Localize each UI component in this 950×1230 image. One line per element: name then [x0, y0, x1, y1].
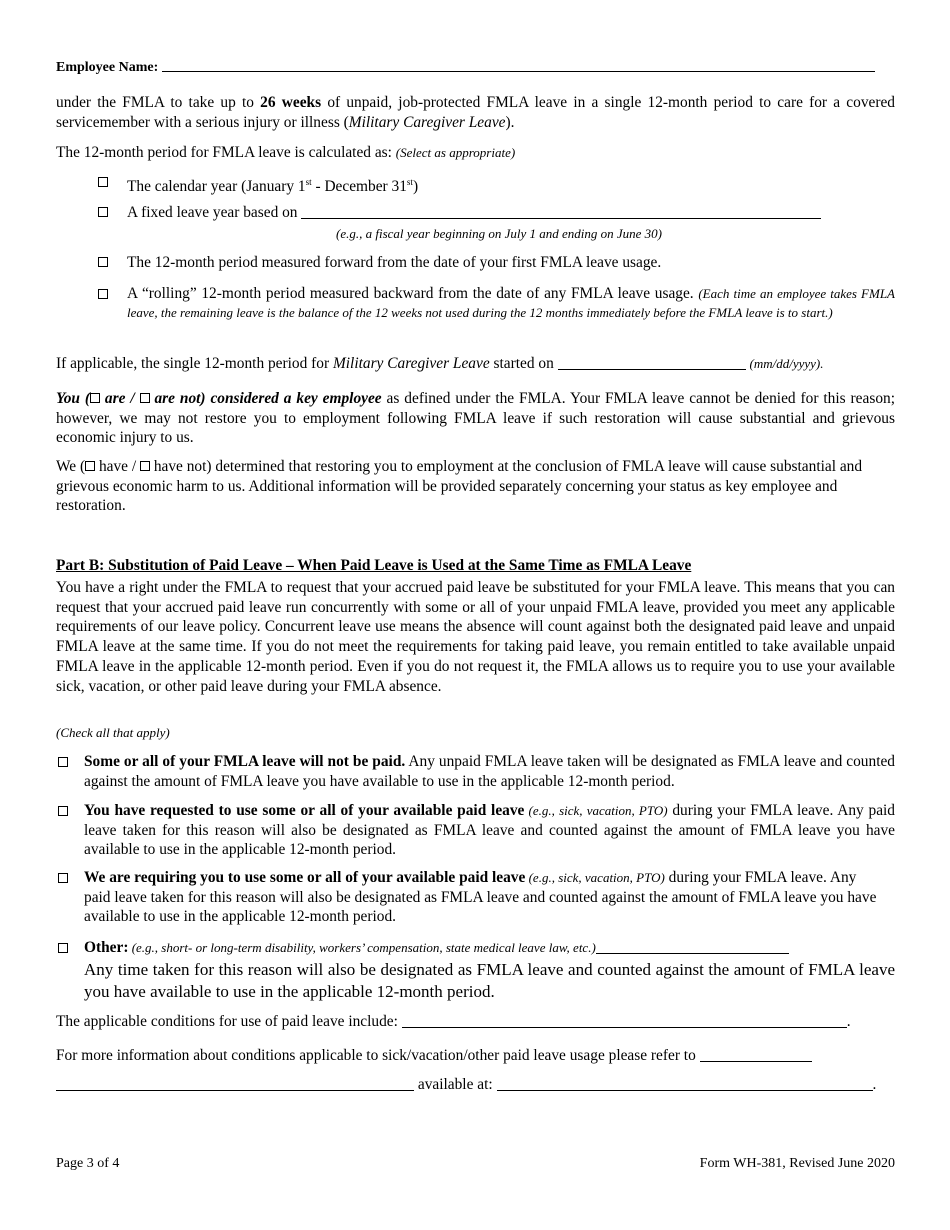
- c2-bold: You have requested to use some or all of your available paid leave: [84, 802, 525, 819]
- checkbox-other[interactable]: [58, 943, 68, 953]
- checkbox-calendar-year[interactable]: [98, 177, 108, 187]
- employee-name-label: Employee Name:: [56, 60, 159, 75]
- restore-text-b: have /: [95, 458, 140, 475]
- check-all-hint: (Check all that apply): [56, 725, 170, 740]
- military-text: If applicable, the single 12-month period for: [56, 355, 333, 372]
- c4-bold: Other:: [84, 939, 129, 956]
- option-rolling-label: [127, 285, 895, 322]
- date-format-hint: (mm/dd/yyyy).: [749, 356, 824, 371]
- intro-weeks: 26 weeks: [260, 94, 322, 111]
- key-text-rest: as defined under the FMLA. Your FMLA leave cannot be denied for this reason; however, we may not restore you to employment following FMLA leave if such restoration will cause substantial and grievous economic injury to us.: [56, 390, 895, 447]
- key-employee-paragraph: [56, 389, 895, 448]
- checkbox-requested-paid[interactable]: [58, 806, 68, 816]
- opt1-text: The calendar year (January 1: [127, 178, 306, 196]
- policy-name-field[interactable]: [56, 1076, 414, 1091]
- policy-reference-field[interactable]: [700, 1047, 812, 1062]
- checkbox-have-not[interactable]: [140, 461, 150, 471]
- c3-bold: We are requiring you to use some or all of your available paid leave: [84, 869, 526, 886]
- more-info-row: [56, 1046, 812, 1066]
- checkbox-key-are[interactable]: [90, 393, 100, 403]
- part-b-body: You have a right under the FMLA to request that your accrued paid leave be substituted for your FMLA leave. This means that you can request that your accrued paid leave run concurrently with some or all of your unpaid FMLA leave, provided you meet any applicable requirements of our leave policy. Concurrent leave use means the absence will count against both the designated paid leave and unpaid FMLA leave at the same time. If you do not meet the requirements for taking paid leave, you remain entitled to take available unpaid FMLA leave in the applicable 12-month period. Even if you do not request it, the FMLA allows us to require you to use your available sick, vacation, or other paid leave during your FMLA absence.: [56, 579, 895, 695]
- intro-military-term: Military Caregiver Leave: [348, 113, 506, 131]
- form-id: Form WH-381, Revised June 2020: [699, 1156, 895, 1171]
- period-lead-text: The 12-month period for FMLA leave is calculated as:: [56, 144, 396, 161]
- restoration-paragraph: [56, 457, 888, 516]
- available-at-text: available at:: [417, 1076, 493, 1093]
- c3-text: during your FMLA leave. Any paid leave taken for this reason will also be designated as FMLA leave and counted against the amount of FMLA leave you have available to use in the applicable 12-month period.: [84, 869, 877, 926]
- key-text-a: You (: [56, 390, 90, 407]
- opt1-sup1: st: [305, 177, 312, 187]
- employee-name-row: [56, 57, 875, 76]
- part-b-heading: Part B: Substitution of Paid Leave – When Paid Leave is Used at the Same Time as FMLA Leave: [56, 557, 692, 574]
- period-lead: [56, 143, 515, 163]
- military-term: Military Caregiver Leave: [332, 355, 490, 372]
- opt2-text: A fixed leave year based on: [127, 204, 298, 221]
- c2-text: during your FMLA leave. Any paid leave taken for this reason will also be designated as FMLA leave and counted against the amount of FMLA leave you have available to use in the applicable 12-month period.: [84, 802, 896, 859]
- other-label: [84, 938, 895, 958]
- employee-name-field[interactable]: [162, 57, 875, 72]
- c3-example: (e.g., sick, vacation, PTO): [525, 870, 665, 885]
- other-note: Any time taken for this reason will also be designated as FMLA leave and counted against the amount of FMLA leave you have available to use in the applicable 12-month period.: [84, 959, 895, 1002]
- option-fixed-label: [127, 203, 895, 223]
- period-option-forward: [98, 253, 895, 273]
- period-option-calendar: [98, 173, 895, 197]
- military-start-date-field[interactable]: [558, 355, 746, 370]
- option-forward-label: The 12-month period measured forward from the date of your first FMLA leave usage.: [127, 254, 662, 271]
- key-text-c: are not) considered a key employee: [149, 390, 382, 407]
- other-field[interactable]: [596, 939, 789, 954]
- paid-option-not-paid: [56, 752, 895, 791]
- restore-text-a: We (: [56, 458, 86, 475]
- c4-example: (e.g., short- or long-term disability, workers’ compensation, state medical leave law, etc.): [128, 940, 596, 955]
- military-text-2: started on: [489, 355, 554, 372]
- opt4-note: (Each time an employee takes FMLA leave, the remaining leave is the balance of the 12 weeks not used during the 12 months immediately before the FMLA leave is to start.): [127, 286, 895, 320]
- paid-option-requested: [56, 801, 895, 860]
- policy-location-field[interactable]: [497, 1076, 873, 1091]
- opt1-sup2: st: [406, 177, 413, 187]
- c1-bold: Some or all of your FMLA leave will not be paid.: [84, 753, 406, 770]
- checkbox-key-are-not[interactable]: [140, 393, 150, 403]
- key-text-b: are /: [100, 390, 140, 407]
- not-paid-label: [84, 752, 895, 791]
- requested-label: [84, 801, 895, 860]
- more-info-text: For more information about conditions applicable to sick/vacation/other paid leave usage please refer to: [56, 1047, 696, 1064]
- checkbox-rolling-period[interactable]: [98, 289, 108, 299]
- period-option-fixed: [98, 203, 895, 223]
- conditions-row: The applicable conditions for use of paid leave include: .: [56, 1013, 851, 1030]
- paid-option-other: [56, 938, 895, 1004]
- opt4-text: A “rolling” 12-month period measured backward from the date of any FMLA leave usage.: [127, 285, 699, 302]
- intro-paragraph: [56, 93, 895, 132]
- opt1-text-3: ): [412, 178, 419, 196]
- checkbox-forward-period[interactable]: [98, 257, 108, 267]
- checkbox-fixed-leave-year[interactable]: [98, 207, 108, 217]
- paid-option-requiring: [56, 868, 882, 927]
- checkbox-requiring-paid[interactable]: [58, 873, 68, 883]
- conditions-field[interactable]: [402, 1013, 847, 1028]
- opt1-text-2: - December 31: [311, 178, 407, 196]
- c2-example: (e.g., sick, vacation, PTO): [524, 803, 668, 818]
- fixed-year-example: (e.g., a fiscal year beginning on July 1 and ending on June 30): [336, 226, 663, 241]
- intro-text: under the FMLA to take up to: [56, 94, 261, 111]
- conditions-text: The applicable conditions for use of paid leave include:: [56, 1013, 398, 1030]
- available-at-row: available at: .: [56, 1075, 876, 1095]
- checkbox-not-paid[interactable]: [58, 757, 68, 767]
- checkbox-have[interactable]: [85, 461, 95, 471]
- period-hint: (Select as appropriate): [395, 145, 516, 160]
- intro-text-3: ).: [505, 113, 515, 131]
- page-number: Page 3 of 4: [56, 1156, 120, 1171]
- restore-text-c: have not) determined that restoring you to employment at the conclusion of FMLA leave will cause substantial and grievous economic harm to us. Additional information will be provided separately concerning your status as key employee and restoration.: [56, 458, 863, 515]
- fixed-leave-year-field[interactable]: [301, 204, 821, 219]
- c1-text: Any unpaid FMLA leave taken will be designated as FMLA leave and counted against the amount of FMLA leave you have available to use in the applicable 12-month period.: [84, 753, 895, 790]
- military-start-row: [56, 354, 824, 374]
- period-option-rolling: [98, 285, 895, 322]
- requiring-label: [84, 868, 882, 927]
- intro-text-2: of unpaid, job-protected FMLA leave in a single 12-month period to care for a covered servicemember with a serious injury or illness (: [56, 94, 895, 131]
- option-calendar-label: [127, 173, 895, 197]
